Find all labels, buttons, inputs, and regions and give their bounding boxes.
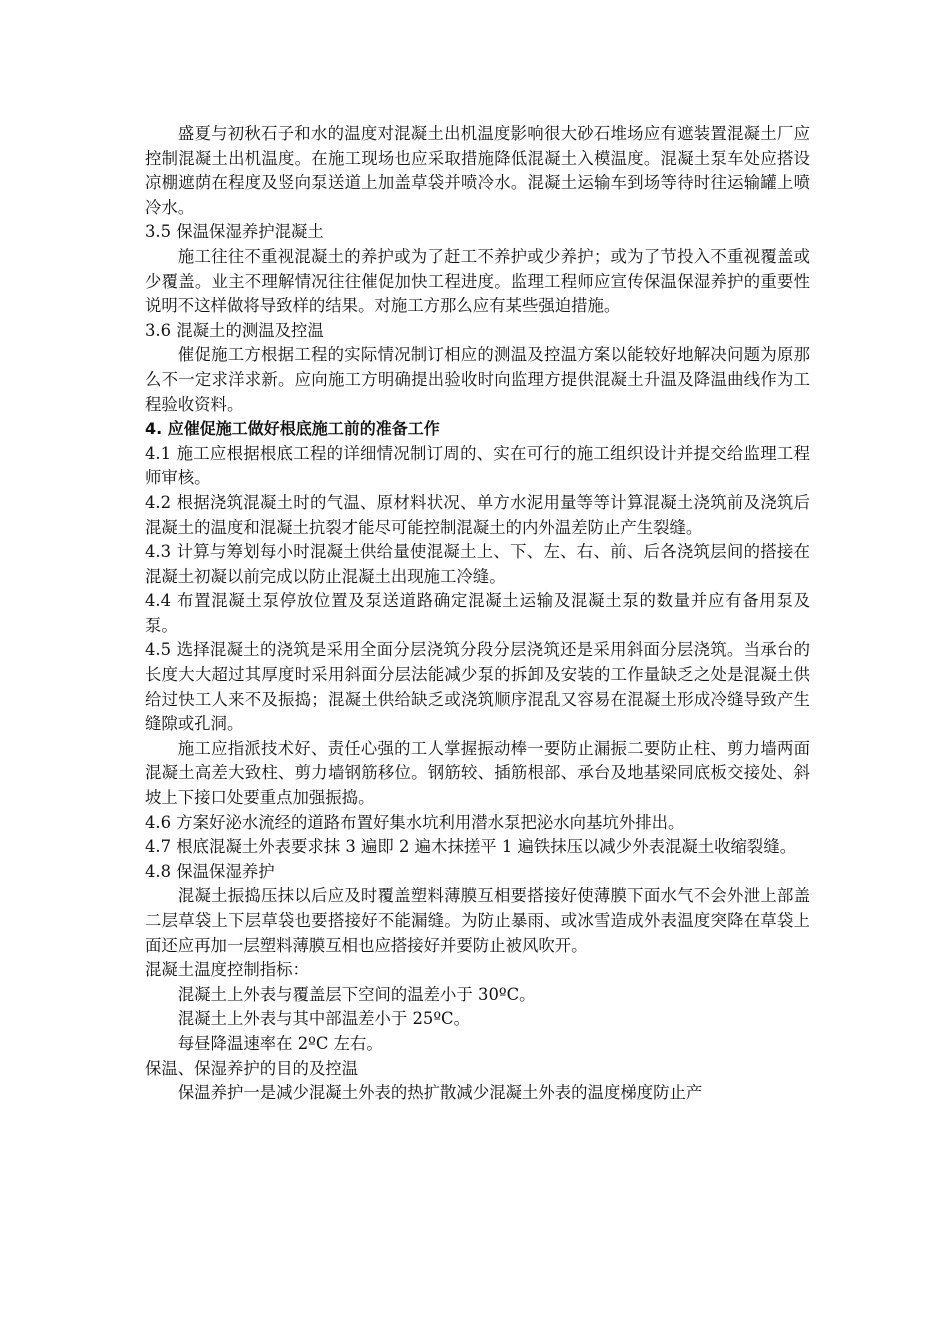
paragraph-temperature-measurement: 催促施工方根据工程的实际情况制订相应的测温及控温方案以能较好地解决问题为原那么不一定求洋求新。应向施工方明确提出验收时向监理方提供混凝土升温及降温曲线作为工程验收资料。: [145, 345, 810, 414]
subheading-temperature-indices: 混凝土温度控制指标：: [145, 960, 309, 980]
index-surface-cover-difference: 混凝土上外表与覆盖层下空间的温差小于 30ºC。: [177, 984, 536, 1004]
paragraph-summer-temperature: 盛夏与初秋石子和水的温度对混凝土出机温度影响很大砂石堆场应有遮装置混凝土厂应控制混凝土出机温度。在施工现场也应采取措施降低混凝土入模温度。混凝土泵车处应搭设凉棚遮荫在程度及竖向泵送道上加盖草袋并喷冷水。混凝土运输车到场等待时往运输罐上喷冷水。: [145, 124, 810, 217]
list-item-4-4: 4.4 布置混凝土泵停放位置及泵送道路确定混凝土运输及混凝土泵的数量并应有备用泵及泵。: [145, 591, 810, 635]
section-heading-3-5: 3.5 保温保湿养护混凝土: [145, 222, 324, 242]
index-surface-core-difference: 混凝土上外表与其中部温差小于 25ºC。: [177, 1009, 470, 1029]
list-item-4-5: 4.5 选择混凝土的浇筑是采用全面分层浇筑分段分层浇筑还是采用斜面分层浇筑。当承台的长度大大超过其厚度时采用斜面分层法能减少泵的拆卸及安装的工作量缺乏之处是混凝土供给过快工人来不及振捣；混凝土供给缺乏或浇筑顺序混乱又容易在混凝土形成冷缝导致产生缝隙或孔洞。: [145, 640, 810, 734]
section-heading-3-6: 3.6 混凝土的测温及控温: [145, 320, 324, 340]
paragraph-covering: 混凝土振捣压抹以后应及时覆盖塑料薄膜互相要搭接好使薄膜下面水气不会外泄上部盖二层草袋上下层草袋也要搭接好不能漏缝。为防止暴雨、或冰雪造成外表温度突降在草袋上面还应再加一层塑料薄膜互相也应搭接好并要防止被风吹开。: [145, 886, 810, 955]
list-item-4-1: 4.1 施工应根据根底工程的详细情况制订周的、实在可行的施工组织设计并提交给监理工程师审核。: [145, 443, 810, 488]
paragraph-vibration: 施工应指派技术好、责任心强的工人掌握振动棒一要防止漏振二要防止柱、剪力墙两面混凝土高差大致柱、剪力墙钢筋移位。钢筋较、插筋根部、承台及地基梁同底板交接处、斜坡上下接口处要重点加强振捣。: [145, 738, 810, 808]
list-item-4-7: 4.7 根底混凝土外表要求抹 3 遍即 2 遍木抹搓平 1 遍铁抹压以减少外表混凝土收缩裂缝。: [145, 837, 797, 857]
subheading-curing-purpose: 保温、保湿养护的目的及控温: [145, 1058, 359, 1078]
list-item-4-3: 4.3 计算与筹划每小时混凝土供给量使混凝土上、下、左、右、前、后各浇筑层间的搭接在混凝土初凝以前完成以防止混凝土出现施工冷缝。: [145, 542, 810, 586]
paragraph-curing-purpose: 保温养护一是减少混凝土外表的热扩散减少混凝土外表的温度梯度防止产: [177, 1083, 703, 1103]
document-body: [145, 122, 810, 1106]
list-item-4-8: 4.8 保温保湿养护: [145, 861, 275, 881]
list-item-4-6: 4.6 方案好泌水流经的道路布置好集水坑利用潜水泵把泌水向基坑外排出。: [145, 812, 685, 832]
paragraph-curing-neglect: 施工往往不重视混凝土的养护或为了赶工不养护或少养护；或为了节投入不重视覆盖或少覆盖。业主不理解情况往往催促加快工程进度。监理工程师应宣传保温保湿养护的重要性说明不这样做将导致样的结果。对施工方那么应有某些强迫措施。: [145, 246, 810, 316]
section-heading-4: 4. 应催促施工做好根底施工前的准备工作: [145, 419, 440, 439]
list-item-4-2: 4.2 根据浇筑混凝土时的气温、原材料状况、单方水泥用量等等计算混凝土浇筑前及浇筑后混凝土的温度和混凝土抗裂才能尽可能控制混凝土的内外温差防止产生裂缝。: [145, 492, 810, 537]
index-daily-cooling-rate: 每昼降温速率在 2ºC 左右。: [177, 1033, 383, 1053]
